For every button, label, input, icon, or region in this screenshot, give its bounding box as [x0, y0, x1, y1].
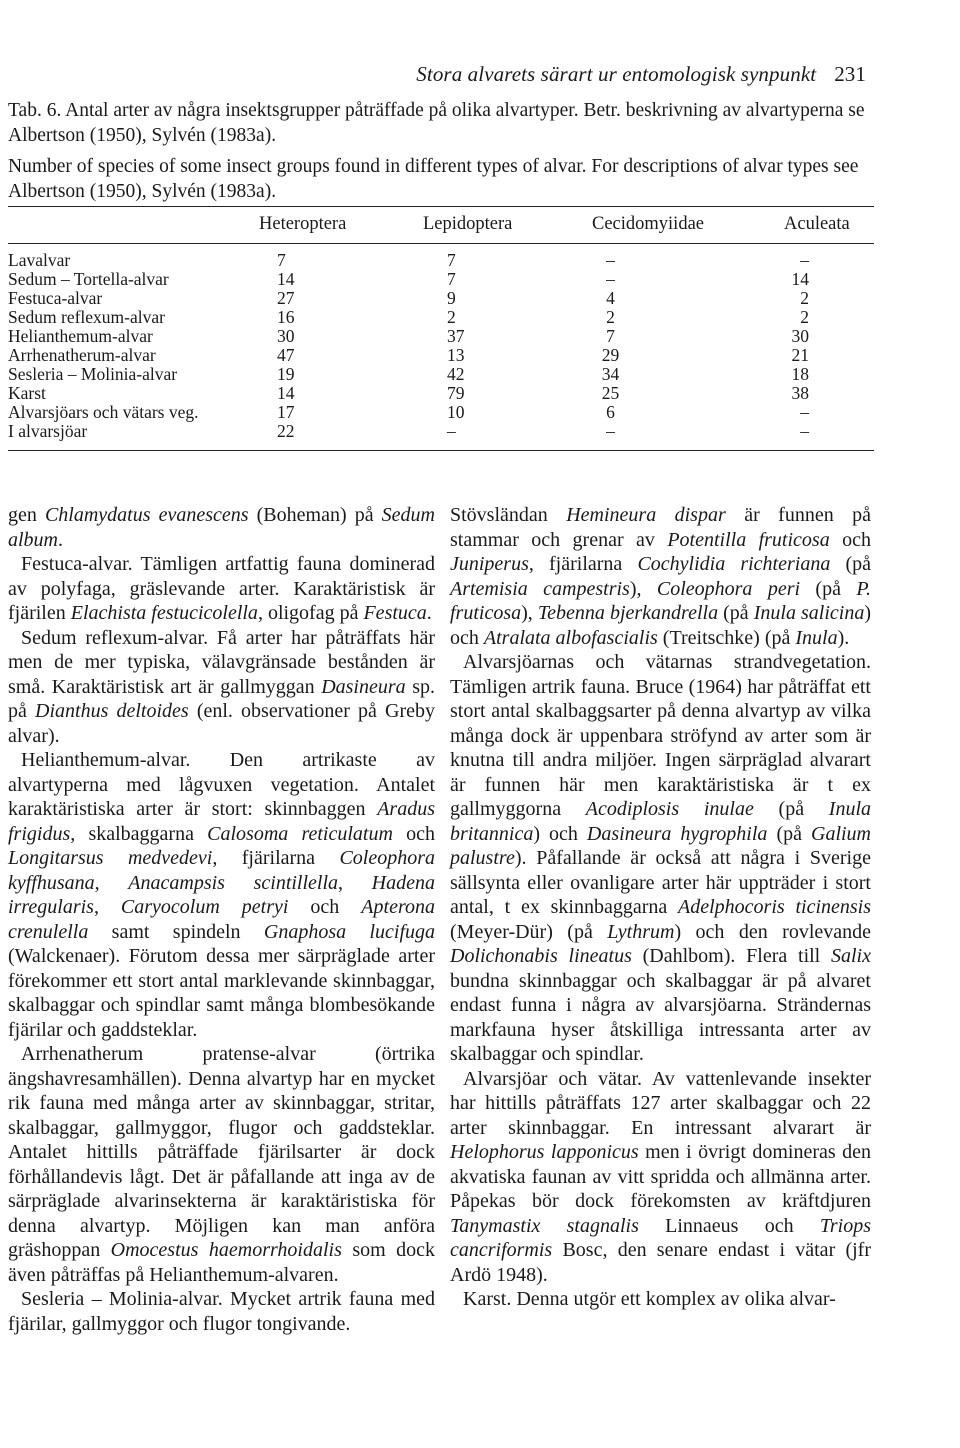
cell-cecidomyiidae: 4	[606, 288, 615, 308]
cell-aculeata: 30	[791, 326, 809, 346]
cell-aculeata: 18	[791, 364, 809, 384]
cell-heteroptera: 7	[277, 250, 286, 270]
cell-aculeata: 38	[791, 383, 809, 403]
cell-lepidoptera: 7	[447, 250, 456, 270]
cell-lepidoptera: 10	[447, 402, 465, 422]
table-row	[0, 346, 960, 365]
cell-heteroptera: 14	[277, 383, 295, 403]
paragraph: gen Chlamydatus evanescens (Boheman) på Sedum album.	[8, 504, 435, 551]
cell-heteroptera: 16	[277, 307, 295, 327]
column-header-aculeata: Aculeata	[784, 214, 850, 234]
paragraph: Festuca-alvar. Tämligen artfattig fauna dominerad av polyfaga, gräslevande arter. Karaktäristisk är fjärilen Elachista festucicolella, oligofag på Festuca.	[8, 553, 435, 624]
cell-lepidoptera: 42	[447, 364, 465, 384]
paragraph: Helianthemum-alvar. Den artrikaste av alvartyperna med lågvuxen vegetation. Antalet karaktäristiska arter är stort: skinnbaggen Aradus frigidus, skalbaggarna Calosoma reticulatum och Longitarsus medvedevi, fjärilarna Coleophora kyffhusana, Anacampsis scintillella, Hadena irregularis, Caryocolum petryi och Apterona crenulella samt spindeln Gnaphosa lucifuga (Walckenaer). Förutom dessa mer särpräglade arter förekommer ett stort antal marklevande skinnbaggar, skalbaggar och spindlar samt många blombesökande fjärilar och gaddsteklar.	[8, 749, 435, 1041]
row-label: Festuca-alvar	[8, 288, 103, 308]
cell-aculeata: 2	[800, 288, 809, 308]
table-row	[0, 403, 960, 422]
row-label: Sedum – Tortella-alvar	[8, 269, 169, 289]
table-row	[0, 327, 960, 346]
row-label: Lavalvar	[8, 250, 71, 270]
paragraph: Alvarsjöar och vätar. Av vattenlevande insekter har hittills påträffats 127 arter skalbaggar och 22 arter skinnbaggar. En intressant alvarart är Helophorus lapponicus men i övrigt domineras den akvatiska faunan av vitt spridda och allmänna arter. Påpekas bör dock förekomsten av kräftdjuren Tanymastix stagnalis Linnaeus och Triops cancriformis Bosc, den senare endast i vätar (jfr Ardö 1948).	[450, 1067, 872, 1286]
table-row	[0, 251, 960, 270]
cell-lepidoptera: –	[447, 421, 456, 441]
paragraph: Arrhenatherum pratense-alvar (örtrika ängshavresamhällen). Denna alvartyp har en mycket rik fauna med många arter av skinnbaggar, stritar, skalbaggar, gallmyggor, flugor och gaddsteklar. Antalet hittills påträffade fjärilsarter är dock förhållandevis lågt. Det är påfallande att inga av de särpräglade alvarinsekterna är karaktäristiska för denna alvartyp. Möjligen kan man anföra gräshoppan Omocestus haemorrhoidalis som dock även påträffas på Helianthemum-alvaren.	[8, 1043, 435, 1286]
table-top-rule	[8, 206, 874, 207]
column-header-cecidomyiidae: Cecidomyiidae	[592, 214, 704, 234]
table-bottom-rule	[8, 450, 874, 451]
table-row	[0, 289, 960, 308]
table-header-rule	[8, 243, 874, 244]
cell-aculeata: 2	[800, 307, 809, 327]
cell-cecidomyiidae: –	[606, 269, 615, 289]
page-number: 231	[834, 62, 866, 86]
cell-cecidomyiidae: 6	[606, 402, 615, 422]
cell-aculeata: –	[800, 250, 809, 270]
running-title: Stora alvarets särart ur entomologisk synpunkt	[416, 62, 817, 86]
row-label: Alvarsjöars och vätars veg.	[8, 402, 199, 422]
cell-lepidoptera: 79	[447, 383, 465, 403]
cell-heteroptera: 14	[277, 269, 295, 289]
cell-cecidomyiidae: 7	[606, 326, 615, 346]
paragraph: Stövsländan Hemineura dispar är funnen på stammar och grenar av Potentilla fruticosa och Juniperus, fjärilarna Cochylidia richteriana (på Artemisia campestris), Coleophora peri (på P. fruticosa), Tebenna bjerkandrella (på Inula salicina) och Atralata albofascialis (Treitschke) (på Inula).	[450, 504, 872, 649]
table-row	[0, 270, 960, 289]
cell-cecidomyiidae: 34	[601, 364, 620, 384]
column-header-heteroptera: Heteroptera	[259, 214, 347, 234]
paragraph: Karst. Denna utgör ett komplex av olika alvar-	[463, 1288, 836, 1310]
cell-cecidomyiidae: 25	[601, 383, 620, 403]
cell-lepidoptera: 7	[447, 269, 456, 289]
table-caption-swedish: Tab. 6. Antal arter av några insektsgrupper påträffade på olika alvartyper. Betr. beskrivning av alvartyperna se Albertson (1950), Sylvén (1983a).	[8, 100, 865, 146]
table-row	[0, 308, 960, 327]
cell-heteroptera: 47	[277, 345, 295, 365]
cell-aculeata: –	[800, 421, 809, 441]
table-caption-english: Number of species of some insect groups found in different types of alvar. For descriptions of alvar types see Albertson (1950), Sylvén (1983a).	[8, 156, 859, 202]
running-header	[0, 62, 866, 87]
body-column-left	[8, 503, 435, 1336]
row-label: Helianthemum-alvar	[8, 326, 153, 346]
row-label: Karst	[8, 383, 46, 403]
cell-aculeata: 21	[791, 345, 809, 365]
cell-cecidomyiidae: 29	[601, 345, 620, 365]
row-label: Arrhenatherum-alvar	[8, 345, 156, 365]
cell-lepidoptera: 9	[447, 288, 456, 308]
cell-heteroptera: 19	[277, 364, 295, 384]
table-row	[0, 365, 960, 384]
paragraph: Sesleria – Molinia-alvar. Mycket artrik fauna med fjärilar, gallmyggor och flugor tongivande.	[8, 1288, 435, 1335]
column-header-lepidoptera: Lepidoptera	[423, 214, 513, 234]
paragraph: Alvarsjöarnas och vätarnas strandvegetation. Tämligen artrik fauna. Bruce (1964) har påträffat ett stort antal skalbaggsarter på denna alvartyp av vilka många dock är uppenbara ströfynd av arter som är knutna till andra miljöer. Ingen särpräglad alvarart är funnen här men karaktäristiska är t ex gallmyggorna Acodiplosis inulae (på Inula britannica) och Dasineura hygrophila (på Galium palustre). Påfallande är också att några i Sverige sällsynta eller ovanligare arter här uppträder i stort antal, t ex skinnbaggarna Adelphocoris ticinensis (Meyer-Dür) (på Lythrum) och den rovlevande Dolichonabis lineatus (Dahlbom). Flera till Salix bundna skinnbaggar och skalbaggar är på alvaret endast funna i några av alvarsjöarna. Strändernas markfauna hyser åtskilliga intressanta arter av skalbaggar och spindlar.	[450, 651, 872, 1065]
cell-heteroptera: 17	[277, 402, 295, 422]
paragraph: Sedum reflexum-alvar. Få arter har påträffats här men de mer typiska, välavgränsade bestånden är små. Karaktäristisk art är gallmyggan Dasineura sp. på Dianthus deltoides (enl. observationer på Greby alvar).	[8, 626, 435, 747]
cell-aculeata: –	[800, 402, 809, 422]
cell-lepidoptera: 13	[447, 345, 465, 365]
body-column-right	[450, 503, 871, 1312]
cell-heteroptera: 27	[277, 288, 295, 308]
row-label: I alvarsjöar	[8, 421, 88, 441]
row-label: Sesleria – Molinia-alvar	[8, 364, 178, 384]
table-row	[0, 384, 960, 403]
cell-heteroptera: 22	[277, 421, 295, 441]
row-label: Sedum reflexum-alvar	[8, 307, 165, 327]
cell-heteroptera: 30	[277, 326, 295, 346]
cell-aculeata: 14	[791, 269, 809, 289]
cell-lepidoptera: 2	[447, 307, 456, 327]
table-row	[0, 422, 960, 441]
cell-lepidoptera: 37	[447, 326, 465, 346]
cell-cecidomyiidae: –	[606, 250, 615, 270]
cell-cecidomyiidae: 2	[606, 307, 615, 327]
cell-cecidomyiidae: –	[606, 421, 615, 441]
